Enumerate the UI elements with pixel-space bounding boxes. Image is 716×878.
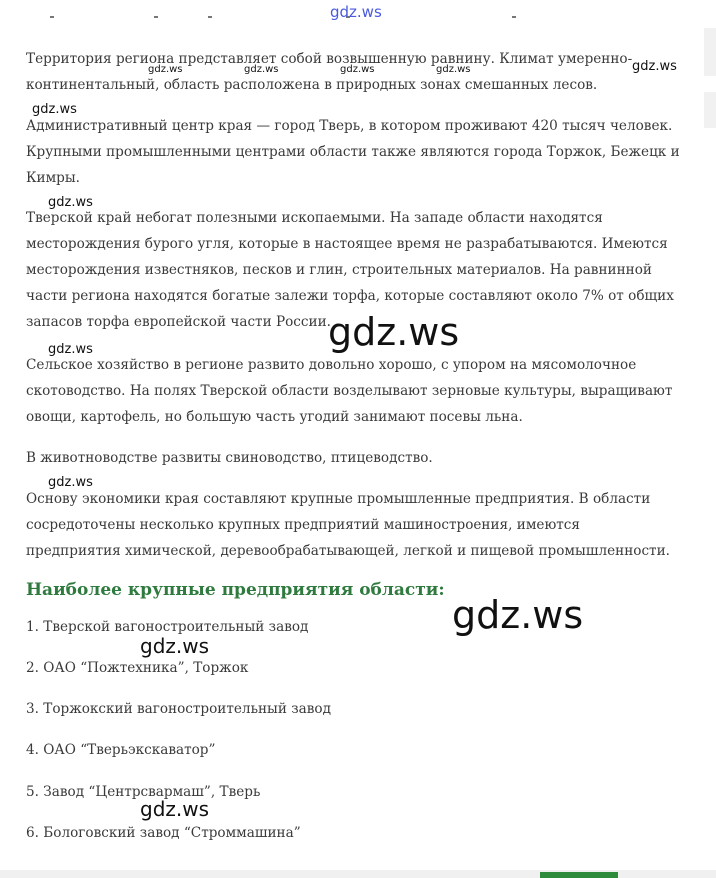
watermark: gdz.ws	[48, 475, 93, 490]
side-panel-edge	[704, 28, 716, 76]
watermark: gdz.ws	[632, 59, 677, 74]
list-item: 6. Бологовский завод “Строммашина”	[26, 825, 301, 841]
watermark: gdz.ws	[148, 64, 183, 75]
side-panel-edge	[704, 92, 716, 128]
section-heading: Наиболее крупные предприятия области:	[26, 580, 445, 600]
paragraph-line: предприятия химической, деревообрабатывающей, легкой и пищевой промышленности.	[26, 543, 670, 559]
watermark: gdz.ws	[328, 310, 460, 354]
paragraph-line: В животноводстве развиты свиноводство, птицеводство.	[26, 450, 433, 466]
paragraph-line: континентальный, область расположена в природных зонах смешанных лесов.	[26, 77, 598, 93]
watermark: gdz.ws	[340, 64, 375, 75]
paragraph-line: месторождения известняков, песков и глин, строительных материалов. На равнинной	[26, 262, 652, 278]
paragraph-line: Территория региона представляет собой возвышенную равнину. Климат умеренно-	[26, 51, 633, 67]
paragraph-line: месторождения бурого угля, которые в настоящее время не разрабатываются. Имеются	[26, 236, 668, 252]
watermark: gdz.ws	[436, 64, 471, 75]
paragraph-line: Кимры.	[26, 170, 80, 186]
list-item: 4. ОАО “Тверьэкскаватор”	[26, 742, 216, 758]
list-item: 1. Тверской вагоностроительный завод	[26, 619, 309, 635]
paragraph-line: запасов торфа европейской части России.	[26, 314, 331, 330]
paragraph-line: Крупными промышленными центрами области также являются города Торжок, Бежецк и	[26, 144, 680, 160]
watermark: gdz.ws	[330, 3, 382, 21]
paragraph-line: Основу экономики края составляют крупные промышленные предприятия. В области	[26, 491, 651, 507]
paragraph-line: Тверской край небогат полезными ископаемыми. На западе области находятся	[26, 210, 603, 226]
cut-off-text-line	[50, 16, 520, 18]
paragraph-line: овощи, картофель, но большую часть угодий занимают посевы льна.	[26, 409, 523, 425]
watermark: gdz.ws	[452, 593, 584, 637]
paragraph-line: скотоводство. На полях Тверской области возделывают зерновые культуры, выращивают	[26, 383, 673, 399]
watermark: gdz.ws	[48, 342, 93, 357]
paragraph-line: Административный центр края — город Тверь, в котором проживают 420 тысяч человек.	[26, 118, 673, 134]
paragraph-line: сосредоточены несколько крупных предприятий машиностроения, имеются	[26, 517, 580, 533]
list-item: 3. Торжокский вагоностроительный завод	[26, 701, 331, 717]
watermark: gdz.ws	[32, 102, 77, 117]
watermark: gdz.ws	[140, 797, 210, 821]
paragraph-6	[26, 486, 691, 564]
watermark: gdz.ws	[140, 634, 210, 658]
bottom-accent-button[interactable]	[540, 872, 618, 878]
paragraph-4	[26, 352, 691, 430]
watermark: gdz.ws	[48, 195, 93, 210]
list-item: 5. Завод “Центрсвармаш”, Тверь	[26, 784, 261, 800]
paragraph-5	[26, 445, 691, 471]
paragraph-line: части региона находятся богатые залежи торфа, которые составляют около 7% от общих	[26, 288, 674, 304]
paragraph-line: Сельское хозяйство в регионе развито довольно хорошо, с упором на мясомолочное	[26, 357, 637, 373]
watermark: gdz.ws	[244, 64, 279, 75]
paragraph-2	[26, 113, 691, 191]
list-item: 2. ОАО “Пожтехника”, Торжок	[26, 660, 249, 676]
